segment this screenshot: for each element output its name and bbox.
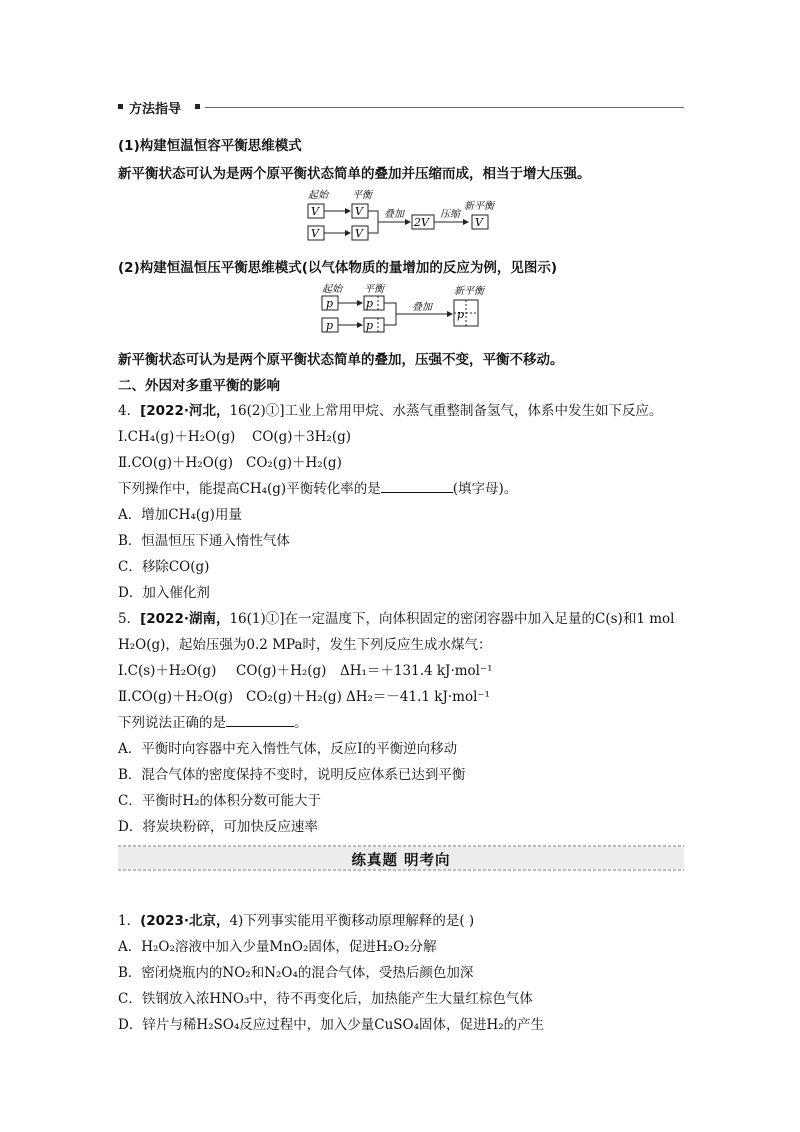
diagram2-label-eq: 平衡 — [364, 284, 384, 295]
q4-reaction-2-left: Ⅱ.CO(g)＋H₂O(g) — [118, 455, 233, 471]
q5-reaction-1-enthalpy: ΔH₁＝＋131.4 kJ·mol⁻¹ — [340, 663, 493, 679]
diagram1-box-new-label: V — [475, 216, 483, 229]
diagram2-box-eq-1-label: p — [366, 297, 374, 310]
constant-volume-diagram — [300, 186, 510, 246]
q5-reaction-2-enthalpy: ΔH₂＝－41.1 kJ·mol⁻¹ — [346, 689, 490, 705]
q5-option-c: C．平衡时H₂的体积分数可能大于 — [118, 793, 322, 809]
practice-banner-title: 练真题 明考向 — [351, 853, 451, 869]
diagram2-box-start-1-label: p — [326, 297, 334, 310]
header-bullet — [118, 104, 123, 109]
q4-reaction-1-right: CO(g)＋3H₂(g) — [252, 429, 352, 445]
section2-heading: 二、外因对多重平衡的影响 — [118, 378, 280, 394]
constant-pressure-diagram — [316, 282, 496, 338]
diagram1-label-start: 起始 — [308, 190, 328, 201]
p1-source: (2023·北京， — [140, 913, 230, 929]
diagram1-box-2v-label: 2V — [414, 216, 429, 229]
diagram1-label-add: 叠加 — [384, 209, 404, 220]
q4-number: 4． — [118, 403, 141, 419]
q5-reaction-1-right: CO(g)＋H₂(g) — [236, 663, 327, 679]
q4-ask — [118, 477, 517, 497]
q4-answer-blank[interactable] — [381, 478, 453, 493]
q5-reaction-2-left: Ⅱ.CO(g)＋H₂O(g) — [118, 689, 233, 705]
diagram1-box-eq-1-label: V — [355, 205, 363, 218]
q5-option-a: A．平衡时向容器中充入惰性气体，反应Ⅰ的平衡逆向移动 — [118, 741, 458, 757]
p1-option-a: A．H₂O₂溶液中加入少量MnO₂固体，促进H₂O₂分解 — [118, 939, 437, 955]
q5-option-b: B．混合气体的密度保持不变时，说明反应体系已达到平衡 — [118, 767, 466, 783]
diagram1-box-start-2-label: V — [311, 227, 319, 240]
q4-option-a: A．增加CH₄(g)用量 — [118, 507, 242, 523]
diagram1-box-start-1-label: V — [311, 205, 319, 218]
q4-option-d: D．加入催化剂 — [118, 585, 210, 601]
q4-reaction-1-left: Ⅰ.CH₄(g)＋H₂O(g) — [118, 429, 236, 445]
diagram2-label-new-eq: 新平衡 — [454, 286, 484, 297]
p1-option-d: D．锌片与稀H₂SO₄反应过程中，加入少量CuSO₄固体，促进H₂的产生 — [118, 1017, 545, 1033]
diagram2-box-eq-2-label: p — [366, 319, 374, 332]
q5-source: [2022·湖南， — [140, 611, 230, 627]
diagram1-label-new-eq: 新平衡 — [464, 201, 494, 212]
q5-reaction-1-left: Ⅰ.C(s)＋H₂O(g) — [118, 663, 217, 679]
p1-option-b: B．密闭烧瓶内的NO₂和N₂O₄的混合气体，受热后颜色加深 — [118, 965, 474, 981]
p1-option-c: C．铁钢放入浓HNO₃中，待不再变化后，加热能产生大量红棕色气体 — [118, 991, 533, 1007]
diagram1-label-eq: 平衡 — [352, 190, 372, 201]
q5-option-d: D．将炭块粉碎，可加快反应速率 — [118, 819, 318, 835]
q5-ask-suffix: 。 — [294, 715, 308, 731]
header-rule — [205, 107, 684, 108]
p1-stem — [118, 909, 474, 929]
q4-stem — [118, 399, 663, 419]
method-p1-text: 新平衡状态可认为是两个原平衡状态简单的叠加并压缩而成，相当于增大压强。 — [118, 166, 591, 182]
q4-option-c: C．移除CO(g) — [118, 559, 210, 575]
diagram2-label-start: 起始 — [322, 284, 342, 295]
q5-reaction-2-right: CO₂(g)＋H₂(g) — [246, 689, 342, 705]
q4-reaction-2-right: CO₂(g)＋H₂(g) — [246, 455, 342, 471]
p1-number: 1． — [118, 913, 141, 929]
q4-stem-text: 16(2)①]工业上常用甲烷、水蒸气重整制备氢气，体系中发生如下反应。 — [229, 403, 663, 419]
q5-ask — [118, 711, 308, 731]
diagram1-label-compress: 压缩 — [440, 209, 460, 220]
q5-answer-blank[interactable] — [226, 712, 294, 727]
q4-ask-suffix: (填字母)。 — [452, 481, 518, 497]
diagram1-box-eq-2-label: V — [355, 227, 363, 240]
practice-banner — [118, 845, 684, 871]
method-p2-heading: (2)构建恒温恒压平衡思维模式(以气体物质的量增加的反应为例，见图示) — [118, 260, 558, 276]
q4-source: [2022·河北， — [140, 403, 230, 419]
p1-stem-text: 4)下列事实能用平衡移动原理解释的是( ) — [229, 913, 475, 929]
diagram2-box-start-2-label: p — [326, 319, 334, 332]
header-bullet-end — [195, 104, 200, 109]
q5-stem-text: 16(1)①]在一定温度下，向体积固定的密闭容器中加入足量的C(s)和1 mol — [229, 611, 675, 627]
method-p1-heading: (1)构建恒温恒容平衡思维模式 — [118, 138, 302, 154]
q5-ask-text: 下列说法正确的是 — [118, 715, 226, 731]
q5-number: 5． — [118, 611, 141, 627]
q5-stem-line2: H₂O(g)，起始压强为0.2 MPa时，发生下列反应生成水煤气： — [118, 637, 492, 653]
q4-ask-text: 下列操作中，能提高CH₄(g)平衡转化率的是 — [118, 481, 381, 497]
method-p2-text: 新平衡状态可认为是两个原平衡状态简单的叠加，压强不变，平衡不移动。 — [118, 352, 564, 368]
method-section-header — [118, 98, 684, 118]
method-section-title: 方法指导 — [129, 102, 182, 117]
diagram2-label-add: 叠加 — [412, 302, 432, 313]
diagram2-box-new-label: p — [457, 308, 465, 321]
q4-option-b: B．恒温恒压下通入惰性气体 — [118, 533, 290, 549]
q5-stem — [118, 607, 674, 627]
